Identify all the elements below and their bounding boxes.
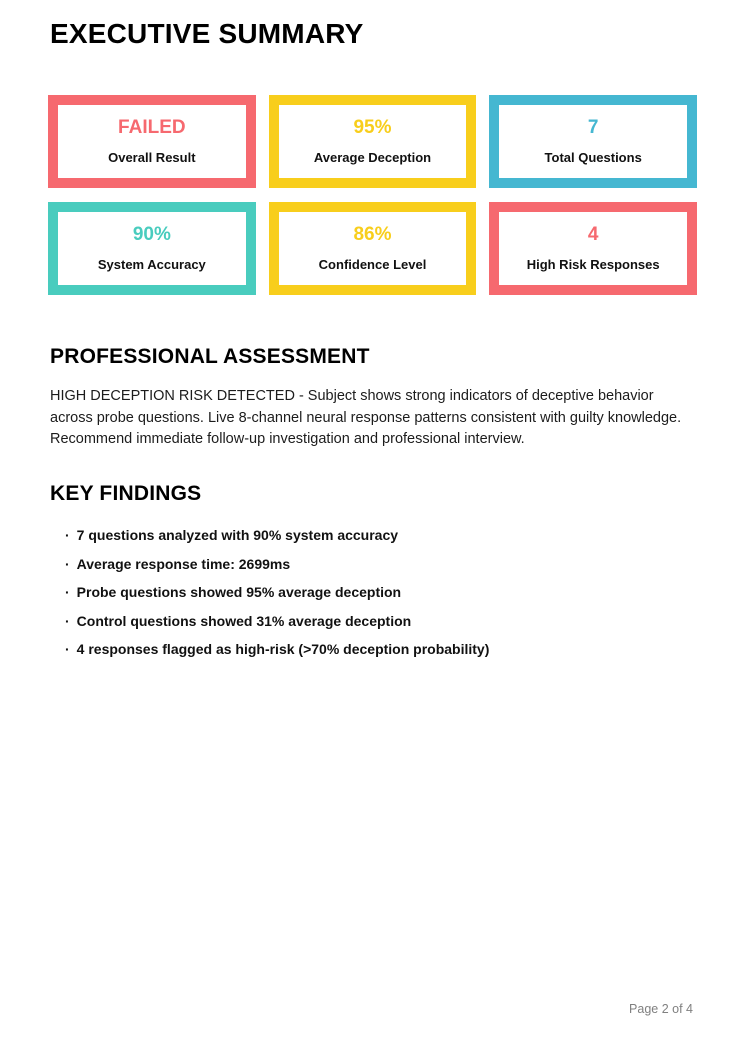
list-item [65, 614, 698, 628]
list-item [65, 585, 698, 599]
stat-card-confidence-level [269, 202, 477, 295]
stat-value: 86% [353, 224, 392, 246]
stat-value: 7 [587, 117, 599, 139]
bullet-icon: · [65, 527, 70, 543]
stat-value: 4 [587, 224, 599, 246]
stat-card-overall-result [48, 95, 256, 188]
list-item [65, 642, 698, 656]
assessment-body-text: HIGH DECEPTION RISK DETECTED - Subject shows strong indicators of deceptive behavior across probe questions. Live 8-channel neural response patterns consistent with guilty knowledge. Recommend immediate follow-up investigation and professional interview. [50, 388, 682, 447]
stat-value: FAILED [118, 117, 186, 139]
stat-label: Total Questions [544, 149, 642, 165]
finding-text: 7 questions analyzed with 90% system accuracy [76, 527, 399, 543]
professional-assessment-section [50, 345, 698, 451]
stat-value: 90% [132, 224, 171, 246]
stat-card-average-deception [269, 95, 477, 188]
finding-text: Control questions showed 31% average deception [76, 612, 412, 629]
stat-label: System Accuracy [97, 256, 206, 272]
key-findings-section [50, 482, 698, 671]
stat-label: Average Deception [313, 149, 432, 165]
list-item [65, 528, 698, 542]
finding-text: Probe questions showed 95% average deception [76, 584, 402, 600]
stat-label: High Risk Responses [526, 256, 660, 272]
bullet-icon: · [65, 584, 70, 600]
key-findings-list [50, 528, 698, 656]
stat-card-high-risk-responses [489, 202, 697, 295]
summary-cards-grid [48, 95, 697, 295]
bullet-icon: · [65, 641, 70, 657]
bullet-icon: · [65, 612, 70, 629]
list-item [65, 557, 698, 571]
stat-card-total-questions [489, 95, 697, 188]
finding-text: 4 responses flagged as high-risk (>70% deception probability) [76, 641, 490, 657]
assessment-heading: PROFESSIONAL ASSESSMENT [50, 345, 370, 368]
page-title: EXECUTIVE SUMMARY [50, 18, 364, 49]
stat-card-system-accuracy [48, 202, 256, 295]
stat-value: 95% [353, 117, 392, 139]
page-number-indicator: Page 2 of 4 [629, 1002, 693, 1016]
finding-text: Average response time: 2699ms [76, 555, 291, 572]
key-findings-heading: KEY FINDINGS [50, 482, 202, 505]
stat-label: Overall Result [108, 149, 196, 165]
stat-label: Confidence Level [318, 256, 427, 272]
bullet-icon: · [65, 555, 70, 572]
